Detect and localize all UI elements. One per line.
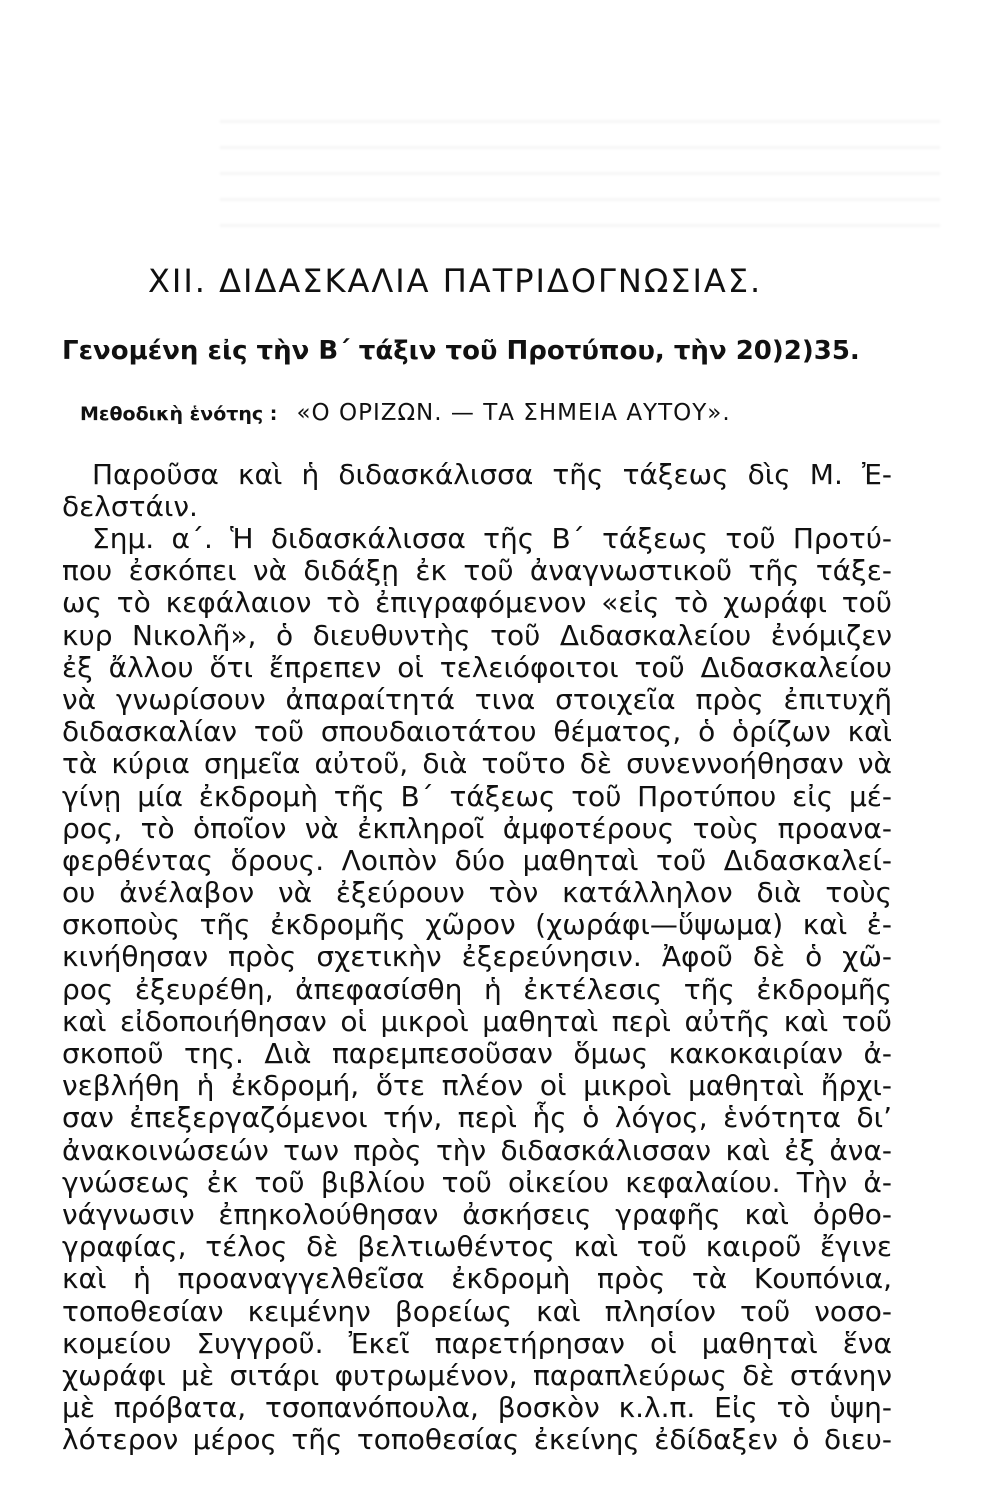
text-line: γραφίας, τέλος δὲ βελτιωθέντος καὶ τοῦ καιροῦ ἔγινε xyxy=(62,1230,892,1264)
text-line: κυρ Νικολῆ», ὁ διευθυντὴς τοῦ Διδασκαλείου ἐνόμιζεν xyxy=(62,618,892,652)
text-line: καὶ ἡ προαναγγελθεῖσα ἐκδρομὴ πρὸς τὰ Κουπόνια, xyxy=(62,1262,892,1296)
paragraph-note-a xyxy=(62,523,892,1456)
text-line: διδασκαλίαν τοῦ σπουδαιοτάτου θέματος, ὁ ὁρίζων καὶ xyxy=(62,715,892,749)
text-line: ρος, τὸ ὁποῖον νὰ ἐκπληροῖ ἀμφοτέρους τοὺς προανα- xyxy=(62,811,892,845)
text-line: νεβλήθη ἡ ἐκδρομή, ὅτε πλέον οἱ μικροὶ μαθηταὶ ἤρχι- xyxy=(62,1069,892,1103)
lesson-date-line: Γενομένη εἰς τὴν Β΄ τάξιν τοῦ Προτύπου, τὴν 20)2)35. xyxy=(62,336,860,366)
text-line: τὰ κύρια σημεῖα αὐτοῦ, διὰ τοῦτο δὲ συνεννοήθησαν νὰ xyxy=(62,747,892,781)
methodical-unit-line xyxy=(80,400,731,426)
text-line: Παροῦσα καὶ ἡ διδασκάλισσα τῆς τάξεως δὶς Μ. Ἐ- xyxy=(92,458,892,491)
paragraph-attendance xyxy=(62,459,892,523)
text-line: νάγνωσιν ἐπηκολούθησαν ἀσκήσεις γραφῆς καὶ ὀρθο- xyxy=(62,1197,892,1231)
text-line: λότερον μέρος τῆς τοποθεσίας ἐκείνης ἐδίδαξεν ὁ διευ- xyxy=(62,1423,892,1457)
text-line: ἐξ ἄλλου ὅτι ἔπρεπεν οἱ τελειόφοιτοι τοῦ Διδασκαλείου xyxy=(62,650,892,684)
show-through-bleed xyxy=(220,120,940,250)
text-line: γίνῃ μία ἐκδρομὴ τῆς Β΄ τάξεως τοῦ Προτύπου εἰς μέ- xyxy=(62,779,892,813)
methodical-unit-title: «Ο ΟΡΙΖΩΝ. — ΤΑ ΣΗΜΕΙΑ ΑΥΤΟΥ». xyxy=(296,400,731,426)
chapter-title: XII. ΔΙΔΑΣΚΑΛΙΑ ΠΑΤΡΙΔΟΓΝΩΣΙΑΣ. xyxy=(148,262,763,300)
text-line: κομείου Συγγροῦ. Ἐκεῖ παρετήρησαν οἱ μαθηταὶ ἕνα xyxy=(62,1326,892,1360)
text-line: νὰ γνωρίσουν ἀπαραίτητά τινα στοιχεῖα πρὸς ἐπιτυχῆ xyxy=(62,682,892,716)
text-line: ἀνακοινώσεών των πρὸς τὴν διδασκάλισσαν καὶ ἐξ ἀνα- xyxy=(62,1133,892,1167)
text-line: καὶ εἰδοποιήθησαν οἱ μικροὶ μαθηταὶ περὶ αὐτῆς καὶ τοῦ xyxy=(62,1004,892,1038)
text-line: δελστάιν. xyxy=(62,490,198,524)
text-line: που ἐσκόπει νὰ διδάξῃ ἐκ τοῦ ἀναγνωστικοῦ τῆς τάξε- xyxy=(62,554,892,588)
text-line: χωράφι μὲ σιτάρι φυτρωμένον, παραπλεύρως δὲ στάνην xyxy=(62,1358,892,1392)
text-line: σκοποῦ της. Διὰ παρεμπεσοῦσαν ὅμως κακοκαιρίαν ἀ- xyxy=(62,1037,892,1070)
text-line: μὲ πρόβατα, τσοπανόπουλα, βοσκὸν κ.λ.π. Εἰς τὸ ὑψη- xyxy=(62,1391,892,1425)
text-line: σκοποὺς τῆς ἐκδρομῆς χῶρον (χωράφι—ὕψωμα) καὶ ἐ- xyxy=(62,908,892,942)
text-line: γνώσεως ἐκ τοῦ βιβλίου τοῦ οἰκείου κεφαλαίου. Τὴν ἀ- xyxy=(62,1165,892,1199)
text-line: Σημ. α΄. Ἡ διδασκάλισσα τῆς Β΄ τάξεως τοῦ Προτύ- xyxy=(92,522,892,555)
text-line: ρος ἐξευρέθη, ἀπεφασίσθη ἡ ἐκτέλεσις τῆς ἐκδρομῆς xyxy=(62,972,892,1006)
methodical-unit-label: Μεθοδικὴ ἑνότης : xyxy=(80,403,278,425)
text-line: ου ἀνέλαβον νὰ ἐξεύρουν τὸν κατάλληλον διὰ τοὺς xyxy=(62,876,892,910)
text-line: σαν ἐπεξεργαζόμενοι τήν, περὶ ἧς ὁ λόγος, ἑνότητα δι’ xyxy=(62,1101,892,1135)
text-line: φερθέντας ὅρους. Λοιπὸν δύο μαθηταὶ τοῦ Διδασκαλεί- xyxy=(62,843,892,877)
text-line: ως τὸ κεφάλαιον τὸ ἐπιγραφόμενον «εἰς τὸ χωράφι τοῦ xyxy=(62,586,892,620)
text-line: κινήθησαν πρὸς σχετικὴν ἐξερεύνησιν. Ἀφοῦ δὲ ὁ χῶ- xyxy=(62,940,892,974)
text-line: τοποθεσίαν κειμένην βορείως καὶ πλησίον τοῦ νοσο- xyxy=(62,1294,892,1328)
